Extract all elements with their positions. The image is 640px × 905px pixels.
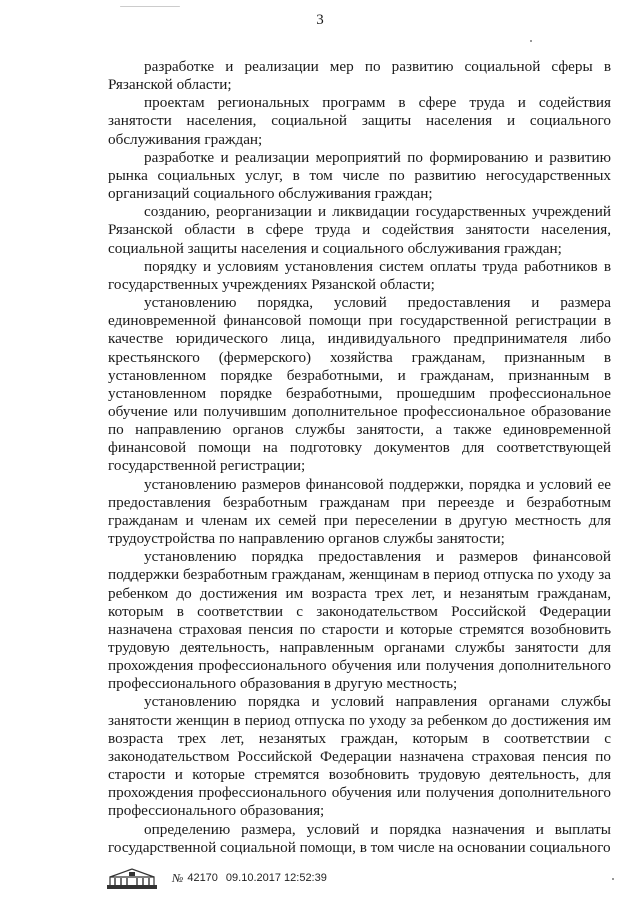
paragraph: установлению порядка и условий направления органами службы занятости женщин в период отпуска по уходу за ребенком до достижения им возраста трех лет, незанятых граждан, которым в соответствии с законодательством Российской Федерации назначена страховая пенсия по старости и которые стремятся возобновить трудовую деятельность, для прохождения профессионального обучения или получения дополнительного профессионального образования; (108, 693, 611, 820)
document-number: 42170 (187, 872, 218, 884)
document-body (108, 58, 611, 857)
timestamp: 09.10.2017 12:52:39 (225, 872, 327, 884)
paragraph: определению размера, условий и порядка назначения и выплаты государственной социальной помощи, в том числе на основании социального (108, 820, 611, 856)
paragraph: разработке и реализации мероприятий по формированию и развитию рынка социальных услуг, в том числе по развитию негосударственных организаций социального обслуживания граждан; (108, 148, 611, 203)
paragraph: проектам региональных программ в сфере труда и содействия занятости населения, социальной защиты населения и социального обслуживания граждан; (108, 94, 611, 148)
paragraph: установлению порядка, условий предоставления и размера единовременной финансовой помощи при государственной регистрации в качестве юридического лица, индивидуального предпринимателя либо крестьянского (фермерского) хозяйства гражданам, признанным в установленном порядке безработными, и гражданам, признанным в установленном порядке безработными, прошедшим профессиональное обучение или получившим дополнительное профессиональное образование по направлению органов службы занятости, а также единовременной финансовой помощи на подготовку документов для соответствующей государственной регистрации; (108, 294, 611, 475)
page-number: 3 (316, 12, 324, 28)
document-number-marker: № (172, 870, 184, 885)
paragraph: установлению размеров финансовой поддержки, порядка и условий ее предоставления безработным гражданам при переезде и безработным гражданам и членам их семей при переселении в другую местность для трудоустройства по направлению органов службы занятости; (108, 475, 611, 548)
scan-speck (120, 6, 180, 7)
paragraph: порядку и условиям установления систем оплаты труда работников в государственных учреждениях Рязанской области; (108, 257, 611, 293)
paragraph: установлению порядка предоставления и размеров финансовой поддержки безработным гражданам, женщинам в период отпуска по уходу за ребенком до достижения им возраста трех лет, и незанятым гражданам, которым в соответствии с законодательством Российской Федерации назначена страховая пенсия по старости и которые стремятся возобновить трудовую деятельность, направленным органами службы занятости для прохождения профессионального обучения или получения дополнительного профессионального образования в другую местность; (108, 548, 611, 693)
document-footer (106, 866, 327, 890)
scan-speck (530, 40, 532, 42)
paragraph: созданию, реорганизации и ликвидации государственных учреждений Рязанской области в сфере труда и содействия занятости населения, социальной защиты населения и социального обслуживания граждан; (108, 203, 611, 257)
scan-speck (612, 878, 614, 880)
building-emblem-icon (106, 866, 158, 890)
paragraph: разработке и реализации мер по развитию социальной сферы в Рязанской области; (108, 58, 611, 94)
